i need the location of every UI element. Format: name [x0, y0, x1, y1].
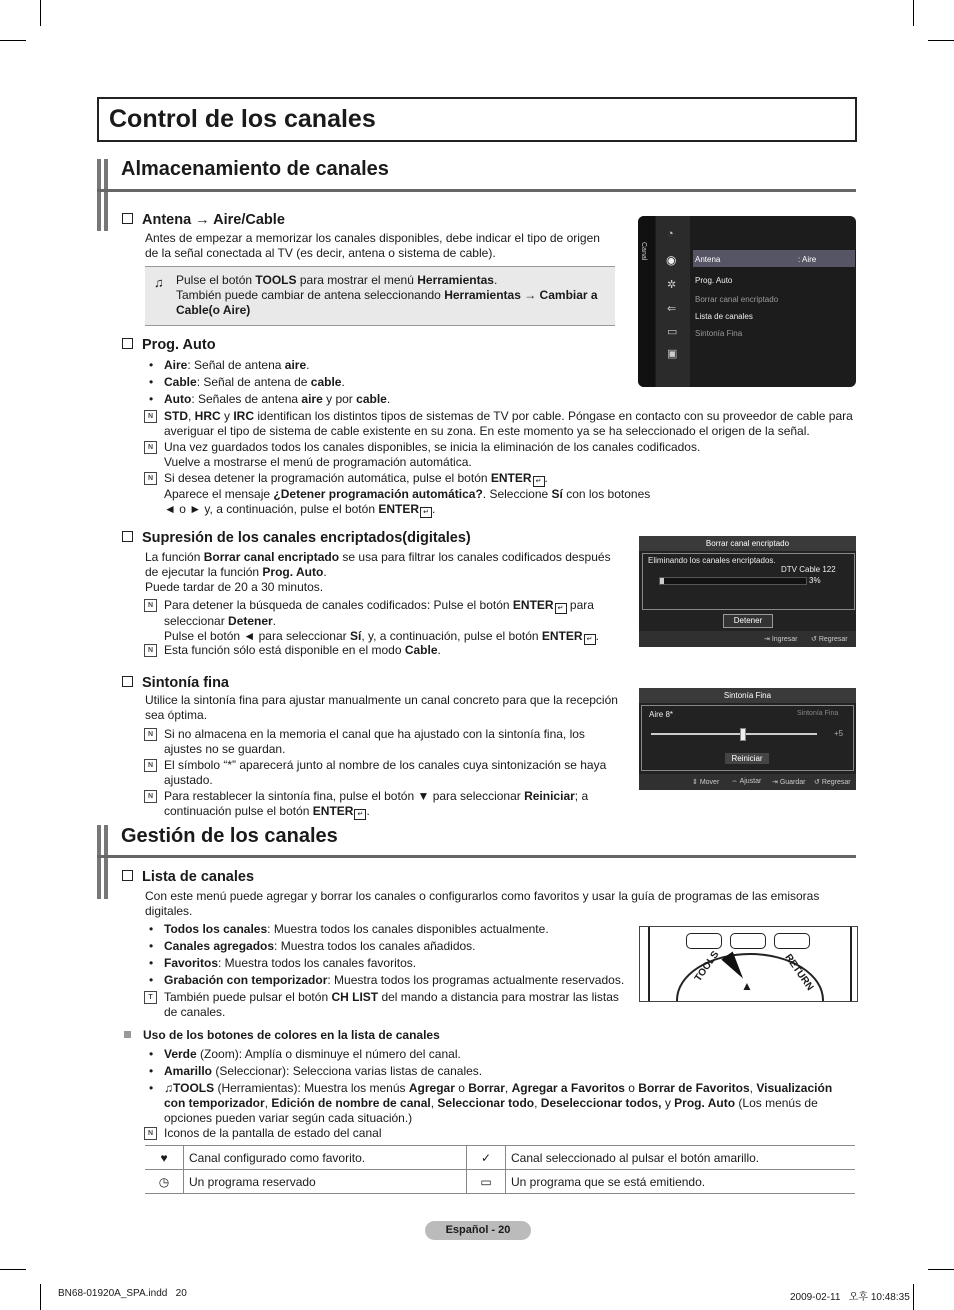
tools-text: Pulse el botón TOOLS para mostrar el menú Herramientas. También puede cambiar de antena seleccionando Herramientas → Cambiar a Cable(o Aire) [176, 273, 598, 317]
tools-icon: ♫ [154, 275, 164, 290]
prog-auto-note2: N Una vez guardados todos los canales disponibles, se inicia la eliminación de los canales codificados. Vuelve a mostrarse el menú de programación automática. [164, 440, 854, 470]
channel-icon: ◉ [666, 253, 677, 267]
footer-enter: ⇥ Ingresar [764, 636, 798, 643]
page-title-box [97, 97, 857, 142]
up-arrow-icon: ▲ [741, 979, 753, 993]
footer-return: ↺ Regresar [811, 636, 848, 643]
crop-mark [928, 1269, 954, 1270]
page-number-badge: Español - 20 [425, 1221, 531, 1240]
prog-auto-note3: N Si desea detener la programación automática, pulse el botón ENTER ↵ . Aparece el mensaje ¿Detener programación automática?. Seleccione Sí con los botones ◄ o ► y, a continuación, pulse el botón ENTER ↵ . [164, 471, 854, 518]
updown-icon: ⇕ [692, 779, 698, 786]
prog-auto-note1: N STD, HRC y IRC identifican los distintos tipos de sistemas de TV por cable. Póngase en contacto con su proveedor de cable para averiguar el tipo de sistema de cable existente en su zona. En este momento ya se ha seleccionado el origen de la señal. [164, 409, 854, 439]
section-rule [97, 189, 856, 192]
note-icon: N [144, 790, 157, 803]
crop-mark [913, 0, 914, 26]
note-icon: N [144, 599, 157, 612]
remote-tools-label: TOOLS [692, 949, 722, 984]
list-item: • ♫TOOLS (Herramientas): Muestra los menús Agregar o Borrar, Agregar a Favoritos o Borrar de Favoritos, Visualización con temporizador, Edición de nombre de canal, Seleccionar todo, Deseleccionar todos, y Prog. Auto (Los menús de opciones pueden variar según cada situación.) [164, 1081, 854, 1126]
enter-icon: ⇥ [764, 636, 770, 643]
lista-bullets [164, 922, 634, 988]
lista-body: Con este menú puede agregar y borrar los canales o configurarlos como favoritos y usar la guía de programas de las emisoras digitales. [145, 889, 820, 918]
application-icon: ▭ [667, 326, 678, 338]
lista-note: T También puede pulsar el botón CH LIST del mando a distancia para mostrar las listas de canales. [164, 990, 634, 1020]
return-icon: ↺ [814, 779, 820, 786]
list-item: • Favoritos: Muestra todos los canales favoritos. [164, 956, 634, 971]
list-item: • Amarillo (Seleccionar): Selecciona varias listas de canales. [164, 1064, 854, 1079]
menu-item-antena-value: : Aire [798, 255, 817, 264]
enter-icon: ↵ [584, 634, 596, 645]
fine-label: Sintonía Fina [797, 710, 839, 717]
encrypt-screen [639, 536, 856, 647]
support-icon: ▣ [667, 348, 678, 360]
page-title: Control de los canales [109, 105, 376, 133]
menu-item-borrar[interactable]: Borrar canal encriptado [695, 295, 779, 304]
return-icon: ↺ [811, 636, 817, 643]
crop-mark [0, 40, 26, 41]
enter-icon: ↵ [354, 809, 366, 820]
section-bar [97, 825, 101, 899]
file-name: BN68-01920A_SPA.indd 20 [58, 1288, 187, 1299]
note-icon: N [144, 1127, 157, 1140]
section-bar [97, 159, 101, 231]
enter-icon: ↵ [420, 507, 432, 518]
encrypt-progress-track [659, 577, 807, 585]
note-icon: T [144, 991, 157, 1004]
section-bar [104, 825, 108, 899]
checkbox-icon [122, 213, 133, 224]
square-bullet-icon [124, 1031, 131, 1038]
checkbox-icon [122, 338, 133, 349]
heart-icon: ♥ [145, 1146, 184, 1170]
leftright-icon: ⇔ [731, 778, 738, 785]
tv-icon: ▭ [467, 1170, 506, 1194]
sintonia-heading: Sintonía fina [122, 675, 229, 691]
prog-auto-bullets [164, 358, 624, 407]
enter-icon: ↵ [533, 476, 545, 487]
supresion-note1: N Para detener la búsqueda de canales codificados: Pulse el botón ENTER ↵ para seleccionar Detener. Pulse el botón ◄ para seleccionar Sí, y, a continuación, pulse el botón ENTER ↵ . [164, 598, 624, 645]
encrypt-status: Eliminando los canales encriptados. [648, 556, 776, 565]
crop-mark [40, 1284, 41, 1310]
section-title: Almacenamiento de canales [121, 158, 389, 180]
sub-heading: Uso de los botones de colores en la lista de canales [124, 1028, 440, 1043]
channel-menu-screen [638, 216, 856, 387]
list-item: • Canales agregados: Muestra todos los canales añadidos. [164, 939, 634, 954]
check-icon: ✓ [467, 1146, 506, 1170]
section-rule [97, 855, 856, 858]
note-icon: N [144, 472, 157, 485]
crop-mark [928, 40, 954, 41]
menu-item-antena[interactable]: Antena [695, 255, 721, 264]
checkbox-icon [122, 870, 133, 881]
encrypt-percent: 3% [809, 576, 821, 585]
list-item: • Cable: Señal de antena de cable. [164, 375, 624, 390]
table-row [145, 1170, 855, 1194]
encrypt-progress-fill [660, 578, 664, 584]
table-row [145, 1146, 855, 1170]
antena-heading: Antena → Aire/Cable [122, 212, 285, 228]
menu-item-sintonia[interactable]: Sintonía Fina [695, 329, 743, 338]
footer-regresar: ↺ Regresar [814, 779, 851, 786]
supresion-body: La función Borrar canal encriptado se usa para filtrar los canales codificados después de ejecutar la función Prog. Auto. Puede tardar de 20 a 30 minutos. [145, 550, 611, 594]
checkbox-icon [122, 676, 133, 687]
supresion-heading: Supresión de los canales encriptados(digitales) [122, 530, 471, 546]
enter-icon: ↵ [555, 603, 567, 614]
antena-body: Antes de empezar a memorizar los canales disponibles, debe indicar el tipo de origen de la señal conectada al TV (es decir, antena o sistema de cable). [145, 231, 600, 260]
crop-mark [40, 0, 41, 26]
detener-button[interactable]: Detener [723, 614, 773, 628]
section-title: Gestión de los canales [121, 825, 338, 847]
menu-side-label: Canal [640, 242, 647, 261]
list-item: • Verde (Zoom): Amplía o disminuye el número del canal. [164, 1047, 854, 1062]
sintonia-note1: N Si no almacena en la memoria el canal que ha ajustado con la sintonía fina, los ajustes no se guardan. [164, 727, 626, 757]
note-icon: N [144, 441, 157, 454]
table-cell: Canal configurado como favorito. [184, 1146, 467, 1170]
fine-title: Sintonía Fina [639, 688, 856, 703]
table-cell: Canal seleccionado al pulsar el botón amarillo. [506, 1146, 856, 1170]
sintonia-note2: N El símbolo “*” aparecerá junto al nombre de los canales cuya sintonización se haya ajustado. [164, 758, 626, 788]
fine-tune-screen [639, 688, 856, 790]
picture-icon: ◔ [667, 228, 674, 240]
prog-auto-heading: Prog. Auto [122, 337, 216, 353]
tools-box [145, 266, 615, 326]
table-cell: Un programa que se está emitiendo. [506, 1170, 856, 1194]
remote-return-label: RETURN [782, 952, 816, 993]
checkbox-icon [122, 531, 133, 542]
input-icon: ⇐ [667, 303, 677, 315]
sintonia-note3: N Para restablecer la sintonía fina, pulse el botón ▼ para seleccionar Reiniciar; a continuación pulse el botón ENTER ↵ . [164, 789, 626, 820]
footer-ajustar: ⇔ Ajustar [731, 778, 762, 785]
remote-image [639, 926, 858, 1002]
footer-guardar: ⇥ Guardar [772, 779, 806, 786]
fine-slider-track[interactable] [651, 733, 817, 735]
encrypt-title: Borrar canal encriptado [639, 536, 856, 551]
menu-item-lista[interactable]: Lista de canales [695, 312, 753, 321]
clock-icon: ◷ [145, 1170, 184, 1194]
section-bar [104, 159, 108, 231]
color-bullets [164, 1047, 854, 1126]
note-icon: N [144, 728, 157, 741]
footer-mover: ⇕ Mover [692, 779, 720, 786]
crop-mark [913, 1284, 914, 1310]
tools-icon: ♫ [164, 1081, 173, 1095]
fine-slider-knob[interactable] [740, 728, 746, 741]
table-cell: Un programa reservado [184, 1170, 467, 1194]
list-item: • Auto: Señales de antena aire y por cable. [164, 392, 624, 407]
list-item: • Aire: Señal de antena aire. [164, 358, 624, 373]
enter-icon: ⇥ [772, 779, 778, 786]
icons-table [145, 1145, 855, 1194]
list-item: • Grabación con temporizador: Muestra todos los programas actualmente reservados. [164, 973, 634, 988]
encrypt-channel: DTV Cable 122 [781, 565, 836, 574]
lista-heading: Lista de canales [122, 869, 254, 885]
reiniciar-button[interactable]: Reiniciar [725, 753, 769, 764]
print-date: 2009-02-11 오후 10:48:35 [790, 1292, 910, 1303]
supresion-note2: N Esta función sólo está disponible en el modo Cable. [164, 643, 624, 658]
note-icon: N [144, 644, 157, 657]
icons-note: N Iconos de la pantalla de estado del canal [164, 1126, 854, 1141]
list-item: • Todos los canales: Muestra todos los canales disponibles actualmente. [164, 922, 634, 937]
sintonia-body: Utilice la sintonía fina para ajustar manualmente un canal concreto para que la recepción sea óptima. [145, 693, 618, 722]
fine-value: +5 [834, 729, 844, 738]
fine-channel: Aire 8* [649, 710, 674, 719]
crop-mark [0, 1269, 26, 1270]
note-icon: N [144, 759, 157, 772]
menu-item-prog-auto[interactable]: Prog. Auto [695, 276, 733, 285]
gear-icon: ✲ [667, 279, 677, 291]
note-icon: N [144, 410, 157, 423]
